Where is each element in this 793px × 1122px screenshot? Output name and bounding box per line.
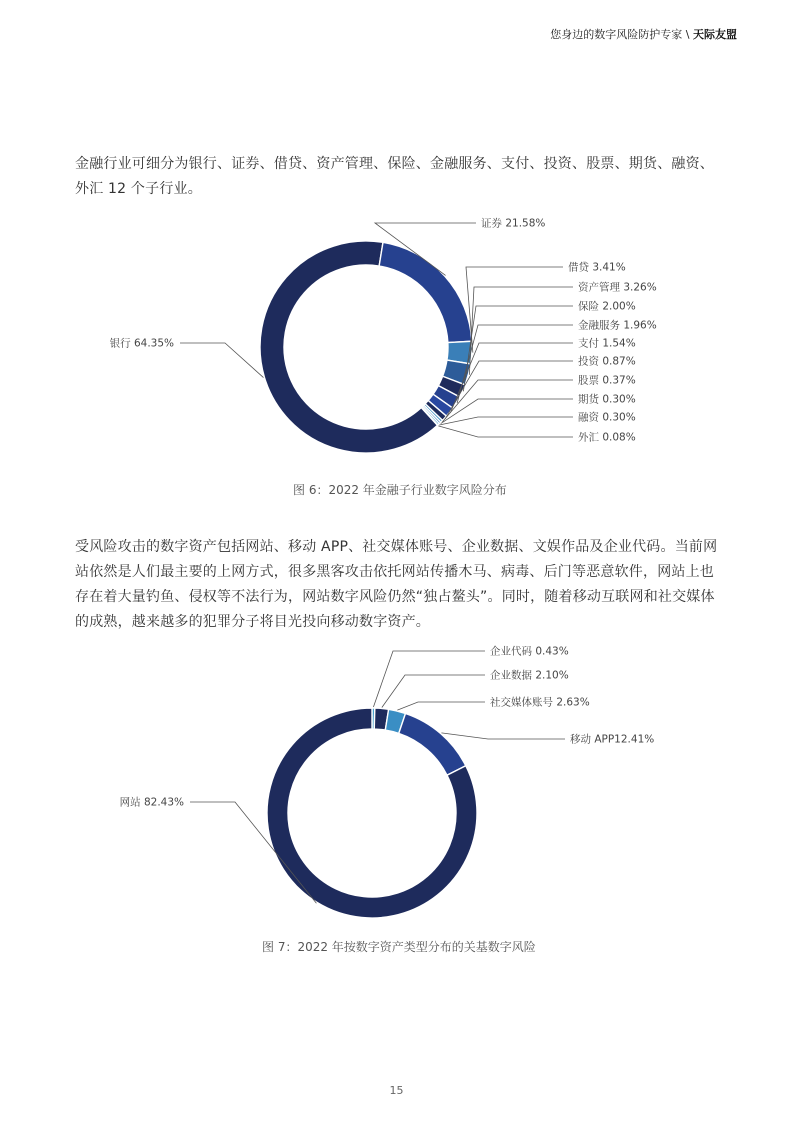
figure-6-caption: 图 6：2022 年金融子行业数字风险分布 xyxy=(293,483,507,497)
leader-line-0 xyxy=(373,651,485,707)
data-label-1: 企业数据 2.10% xyxy=(490,669,569,682)
page-header xyxy=(550,26,737,42)
data-label-7: 投资 0.87% xyxy=(578,355,636,368)
data-label-11: 外汇 0.08% xyxy=(578,431,636,444)
data-label-3: 移动 APP12.41% xyxy=(570,733,655,746)
slice-3 xyxy=(399,713,466,775)
slice-1 xyxy=(379,242,472,342)
data-label-1: 证券 21.58% xyxy=(481,217,546,230)
financial-subsector-donut-chart xyxy=(0,205,793,455)
leader-line-0 xyxy=(180,343,263,378)
leader-line-3 xyxy=(469,287,573,375)
leader-line-1 xyxy=(382,675,485,707)
leader-line-11 xyxy=(438,426,573,437)
leader-line-2 xyxy=(466,267,563,353)
data-label-0: 企业代码 0.43% xyxy=(490,645,569,658)
data-label-0: 银行 64.35% xyxy=(109,337,174,350)
figure-7-caption: 图 7：2022 年按数字资产类型分布的关基数字风险 xyxy=(262,940,536,954)
leader-line-3 xyxy=(441,733,565,739)
data-label-10: 融资 0.30% xyxy=(578,411,636,424)
data-label-2: 社交媒体账号 2.63% xyxy=(490,696,590,709)
page-number: 15 xyxy=(389,1084,404,1097)
data-label-6: 支付 1.54% xyxy=(578,337,636,350)
header-tagline: 您身边的数字风险防护专家 xyxy=(550,28,683,41)
leader-line-2 xyxy=(397,702,485,710)
paragraph-financial-subsectors: 金融行业可细分为银行、证券、借贷、资产管理、保险、金融服务、支付、投资、股票、期货、融资、外汇 12 个子行业。 xyxy=(75,156,714,197)
header-separator: \ xyxy=(685,28,690,41)
paragraph-digital-assets: 受风险攻击的数字资产包括网站、移动 APP、社交媒体账号、企业数据、文娱作品及企业代码。当前网站依然是人们最主要的上网方式，很多黑客攻击依托网站传播木马、病毒、后门等恶意软件，网站上也存在着大量钓鱼、侵权等不法行为，网站数字风险仍然“独占鳌头”。同时，随着移动互联网和社交媒体的成熟，越来越多的犯罪分子将目光投向移动数字资产。 xyxy=(75,539,718,630)
leader-line-9 xyxy=(441,399,573,424)
data-label-5: 金融服务 1.96% xyxy=(578,319,657,332)
data-label-3: 资产管理 3.26% xyxy=(578,281,657,294)
data-label-8: 股票 0.37% xyxy=(578,374,636,387)
data-label-4: 保险 2.00% xyxy=(578,300,636,313)
brand-name: 天际友盟 xyxy=(693,28,737,41)
data-label-9: 期货 0.30% xyxy=(578,393,636,406)
data-label-4: 网站 82.43% xyxy=(119,796,184,809)
leader-line-5 xyxy=(457,325,573,403)
digital-asset-donut-chart xyxy=(0,640,793,930)
leader-line-10 xyxy=(439,417,573,425)
leader-line-4 xyxy=(463,306,573,391)
data-label-2: 借贷 3.41% xyxy=(568,261,626,274)
